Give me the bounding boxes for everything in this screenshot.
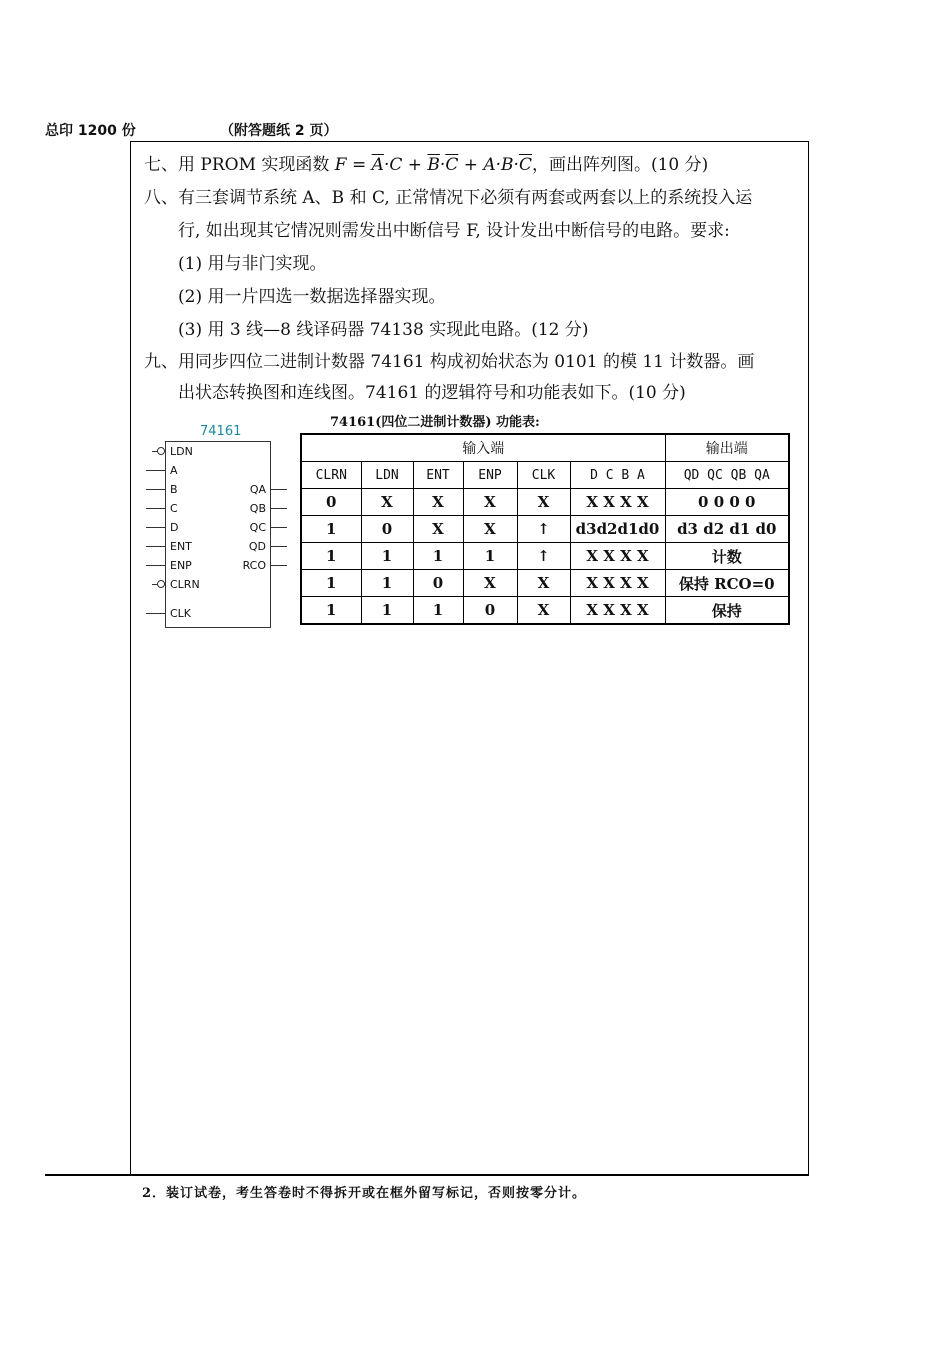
lead-qd <box>270 546 287 547</box>
table-cell: 1 <box>301 597 361 625</box>
table-cell: 0 <box>463 597 517 625</box>
table-cell: 0 0 0 0 <box>665 489 789 516</box>
q9-line2: 出状态转换图和连线图。74161 的逻辑符号和功能表如下。(10 分) <box>178 383 686 403</box>
table-row <box>301 597 789 625</box>
table-cell: X <box>361 489 413 516</box>
col-header: D C B A <box>570 462 665 489</box>
print-count: 总印 1200 份 <box>45 123 136 139</box>
chip-74161-symbol <box>165 441 271 628</box>
pin-qc: QC <box>249 521 266 534</box>
lead-b <box>146 489 165 490</box>
q8-line1: 八、有三套调节系统 A、B 和 C, 正常情况下必须有两套或两套以上的系统投入运 <box>144 188 753 208</box>
table-cell: ↑ <box>517 516 570 543</box>
table-cell: 0 <box>413 570 463 597</box>
table-cell: X <box>463 516 517 543</box>
q8-item3: (3) 用 3 线—8 线译码器 74138 实现此电路。(12 分) <box>178 320 589 340</box>
q9-line1: 九、用同步四位二进制计数器 74161 构成初始状态为 0101 的模 11 计数器。画 <box>144 352 755 372</box>
lead-rco <box>270 565 287 566</box>
table-cell: 1 <box>361 543 413 570</box>
group-output: 输出端 <box>665 434 789 462</box>
lead-qc <box>270 527 287 528</box>
frame-bottom-line <box>45 1174 809 1176</box>
pin-clk: CLK <box>170 607 192 620</box>
question-7 <box>144 150 708 175</box>
chip-title: 74161 <box>200 424 242 439</box>
q7-prefix: 七、用 PROM 实现函数 <box>144 155 335 175</box>
table-cell: 1 <box>361 597 413 625</box>
pin-enp: ENP <box>170 559 192 572</box>
table-cell: X <box>463 489 517 516</box>
table-cell: 0 <box>361 516 413 543</box>
table-cell: ↑ <box>517 543 570 570</box>
pin-d: D <box>170 521 179 534</box>
table-cell: 1 <box>361 570 413 597</box>
table-cell: 1 <box>463 543 517 570</box>
table-cell: 1 <box>413 543 463 570</box>
table-cell: 0 <box>301 489 361 516</box>
q7-formula: $F = \overline{A}\cdot C + \overline{B}\cdot\overline{C} + A\cdot B\cdot\overline{C}$ <box>334 155 532 175</box>
table-row <box>301 489 789 516</box>
table-cell: X <box>517 489 570 516</box>
bubble-ldn <box>157 447 165 455</box>
table-cell: 计数 <box>665 543 789 570</box>
table-cell: X X X X <box>570 597 665 625</box>
function-table <box>300 433 790 625</box>
table-cell: 1 <box>301 516 361 543</box>
table-row <box>301 570 789 597</box>
table-cell: 保持 RCO=0 <box>665 570 789 597</box>
table-cell: d3d2d1d0 <box>570 516 665 543</box>
table-cell: X X X X <box>570 489 665 516</box>
lead-enp <box>146 565 165 566</box>
lead-ent <box>146 546 165 547</box>
pin-b: B <box>170 483 178 496</box>
table-cell: X X X X <box>570 543 665 570</box>
pin-qa: QA <box>249 483 266 496</box>
pin-c: C <box>170 502 178 515</box>
lead-a <box>146 470 165 471</box>
lead-clk <box>146 613 165 614</box>
pin-clrn: CLRN <box>170 578 200 591</box>
lead-c <box>146 508 165 509</box>
col-header: CLK <box>517 462 570 489</box>
lead-qa <box>270 489 287 490</box>
table-row <box>301 543 789 570</box>
table-cell: X <box>413 516 463 543</box>
table-cell: 1 <box>413 597 463 625</box>
bubble-clrn <box>157 580 165 588</box>
table-cell: 1 <box>301 543 361 570</box>
pin-ent: ENT <box>170 540 192 553</box>
col-header: ENT <box>413 462 463 489</box>
table-cell: X <box>517 570 570 597</box>
pin-qb: QB <box>249 502 266 515</box>
pin-ldn: LDN <box>170 445 193 458</box>
col-header: CLRN <box>301 462 361 489</box>
lead-d <box>146 527 165 528</box>
col-header: ENP <box>463 462 517 489</box>
q7-suffix: ，画出阵列图。(10 分) <box>531 155 709 175</box>
pin-a: A <box>170 464 178 477</box>
q8-item1: (1) 用与非门实现。 <box>178 254 327 274</box>
col-header: QD QC QB QA <box>665 462 789 489</box>
col-header: LDN <box>361 462 413 489</box>
lead-qb <box>270 508 287 509</box>
pin-qd: QD <box>248 540 266 553</box>
table-cell: d3 d2 d1 d0 <box>665 516 789 543</box>
footer-note: 2．装订试卷，考生答卷时不得拆开或在框外留写标记，否则按零分计。 <box>142 1186 587 1201</box>
table-cell: X X X X <box>570 570 665 597</box>
pin-rco: RCO <box>242 559 266 572</box>
q8-item2: (2) 用一片四选一数据选择器实现。 <box>178 287 446 307</box>
table-cell: X <box>517 597 570 625</box>
group-input: 输入端 <box>301 434 665 462</box>
table-row <box>301 516 789 543</box>
table-cell: X <box>463 570 517 597</box>
table-caption: 74161(四位二进制计数器) 功能表: <box>330 415 540 430</box>
table-cell: 1 <box>301 570 361 597</box>
answer-sheet-note: （附答题纸 2 页） <box>220 123 338 139</box>
table-cell: 保持 <box>665 597 789 625</box>
q8-line2: 行, 如出现其它情况则需发出中断信号 F, 设计发出中断信号的电路。要求: <box>178 221 730 241</box>
table-cell: X <box>413 489 463 516</box>
